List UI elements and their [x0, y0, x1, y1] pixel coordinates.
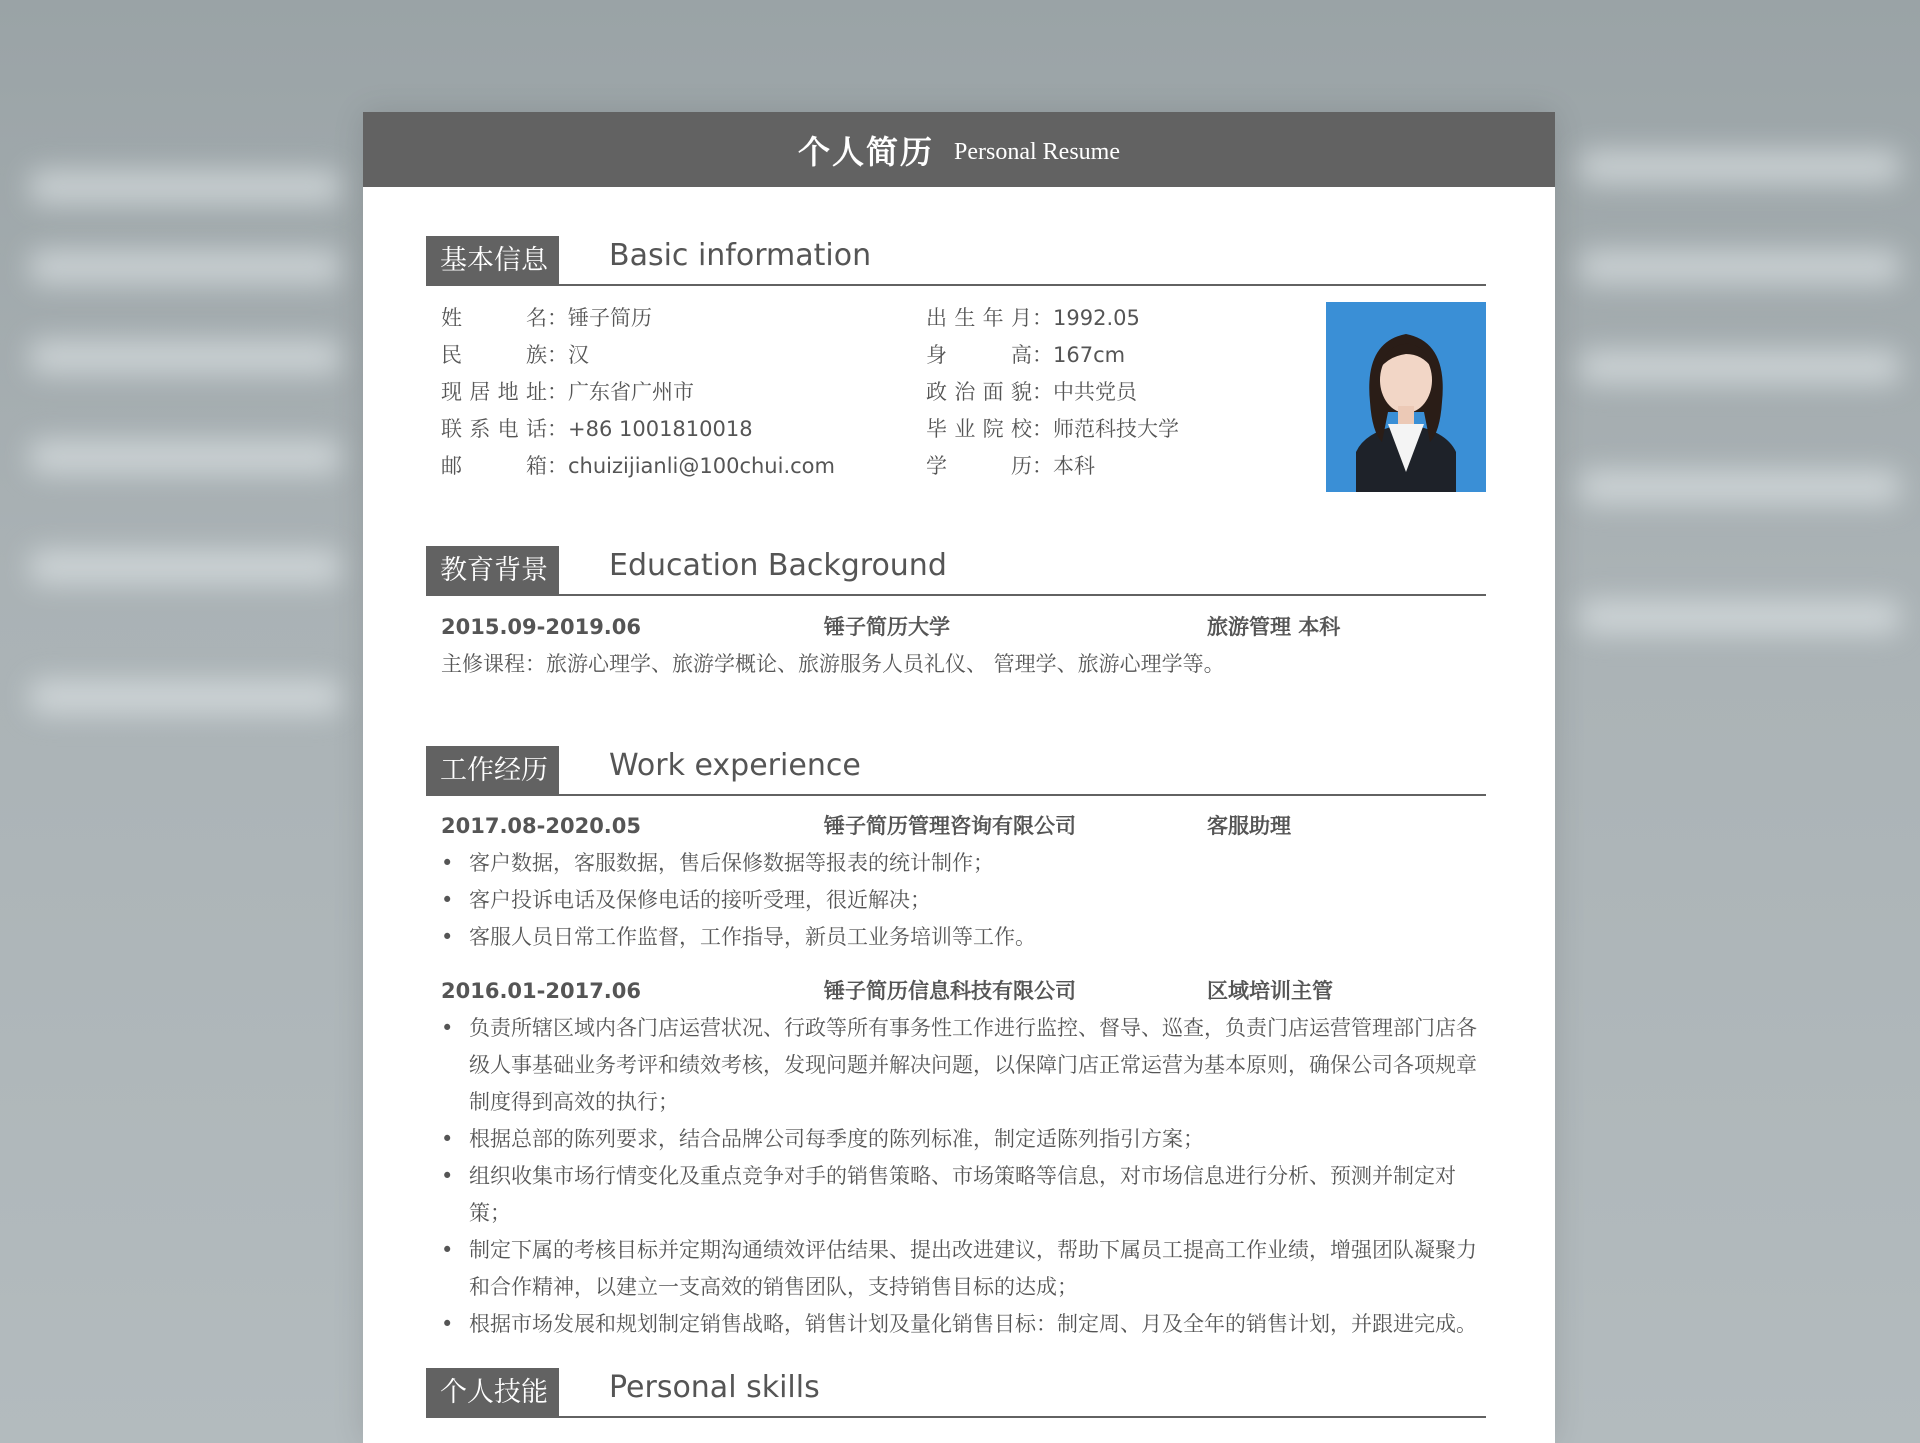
info-row-address: 现居地址：广东省广州市	[441, 380, 694, 404]
background-shadow	[30, 170, 340, 204]
background-shadow	[1580, 250, 1900, 284]
info-row-school: 毕业院校：师范科技大学	[926, 417, 1179, 441]
basic-info-section	[426, 236, 1486, 536]
background-shadow	[30, 550, 340, 584]
info-value: 167cm	[1053, 343, 1126, 367]
education-major: 旅游管理 本科	[1207, 615, 1341, 639]
info-value: 中共党员	[1053, 380, 1137, 404]
section-title-en: Work experience	[609, 748, 861, 783]
education-period: 2015.09-2019.06	[441, 615, 642, 639]
page-header	[363, 112, 1555, 187]
info-row-birth: 出生年月：1992.05	[926, 306, 1140, 330]
section-title-en: Education Background	[609, 548, 947, 583]
work-entry-header	[441, 808, 1481, 845]
section-title-cn: 基本信息	[426, 236, 559, 285]
work-title: 区域培训主管	[1207, 979, 1333, 1003]
work-company: 锤子简历管理咨询有限公司	[824, 814, 1076, 838]
info-row-ethnicity: 民族：汉	[441, 343, 589, 367]
page-subtitle: Personal Resume	[954, 139, 1120, 165]
section-title-cn: 工作经历	[426, 746, 559, 795]
list-item: • 根据市场发展和规划制定销售战略，销售计划及量化销售目标：制定周、月及全年的销售计划，并跟进完成。	[441, 1306, 1481, 1343]
skills-section	[426, 1368, 1486, 1438]
info-row-name: 姓名：锤子简历	[441, 306, 652, 330]
section-title-cn: 教育背景	[426, 546, 559, 595]
section-header	[426, 746, 1486, 796]
list-item: • 客户数据，客服数据，售后保修数据等报表的统计制作；	[441, 845, 1481, 882]
info-row-degree: 学历：本科	[926, 454, 1095, 478]
background-shadow	[30, 680, 340, 714]
list-item: • 负责所辖区域内各门店运营状况、行政等所有事务性工作进行监控、督导、巡查，负责门店运营管理部门店各级人事基础业务考评和绩效考核，发现问题并解决问题，以保障门店正常运营为基本原则，确保公司各项规章制度得到高效的执行；	[441, 1010, 1481, 1121]
work-company: 锤子简历信息科技有限公司	[824, 979, 1076, 1003]
profile-photo	[1326, 302, 1486, 492]
section-title-en: Personal skills	[609, 1370, 820, 1405]
info-row-height: 身高：167cm	[926, 343, 1126, 367]
work-bullets	[441, 1010, 1481, 1343]
list-item: • 制定下属的考核目标并定期沟通绩效评估结果、提出改进建议，帮助下属员工提高工作业绩，增强团队凝聚力和合作精神，以建立一支高效的销售团队，支持销售目标的达成；	[441, 1232, 1481, 1306]
info-value: 广东省广州市	[568, 380, 694, 404]
education-courses: 主修课程：旅游心理学、旅游学概论、旅游服务人员礼仪、 管理学、旅游心理学等。	[441, 652, 1225, 676]
work-period: 2017.08-2020.05	[441, 814, 642, 838]
work-bullets	[441, 845, 1481, 956]
list-item: • 客户投诉电话及保修电话的接听受理，很近解决；	[441, 882, 1481, 919]
section-header	[426, 546, 1486, 596]
work-title: 客服助理	[1207, 814, 1291, 838]
background-shadow	[30, 250, 340, 284]
background-shadow	[30, 440, 340, 474]
background-shadow	[1580, 150, 1900, 184]
background-shadow	[1580, 600, 1900, 634]
education-section	[426, 546, 1486, 686]
resume-page	[363, 112, 1555, 1443]
background-shadow	[1580, 470, 1900, 504]
list-item: • 根据总部的陈列要求，结合品牌公司每季度的陈列标准，制定适陈列指引方案；	[441, 1121, 1481, 1158]
info-row-email: 邮箱：chuizijianli@100chui.com	[441, 454, 835, 478]
info-value: chuizijianli@100chui.com	[568, 454, 835, 478]
list-item: • 客服人员日常工作监督，工作指导，新员工业务培训等工作。	[441, 919, 1481, 956]
section-header	[426, 1368, 1486, 1418]
list-item: • 组织收集市场行情变化及重点竞争对手的销售策略、市场策略等信息，对市场信息进行分析、预测并制定对策；	[441, 1158, 1481, 1232]
info-value: 师范科技大学	[1053, 417, 1179, 441]
info-value: 1992.05	[1053, 306, 1140, 330]
education-school: 锤子简历大学	[824, 615, 950, 639]
page-title: 个人简历	[798, 132, 935, 171]
info-row-political: 政治面貌：中共党员	[926, 380, 1137, 404]
section-title-cn: 个人技能	[426, 1368, 559, 1417]
info-value: 本科	[1053, 454, 1095, 478]
section-title-en: Basic information	[609, 238, 872, 273]
work-section	[426, 746, 1486, 1426]
section-header	[426, 236, 1486, 286]
background-shadow	[30, 340, 340, 374]
info-value: +86 1001810018	[568, 417, 753, 441]
info-row-phone: 联系电话：+86 1001810018	[441, 417, 753, 441]
work-entry-header	[441, 973, 1481, 1010]
info-value: 锤子简历	[568, 306, 652, 330]
info-value: 汉	[568, 343, 589, 367]
avatar-icon	[1326, 302, 1486, 492]
education-entry-header	[441, 609, 1481, 646]
work-period: 2016.01-2017.06	[441, 979, 642, 1003]
background-shadow	[1580, 350, 1900, 384]
